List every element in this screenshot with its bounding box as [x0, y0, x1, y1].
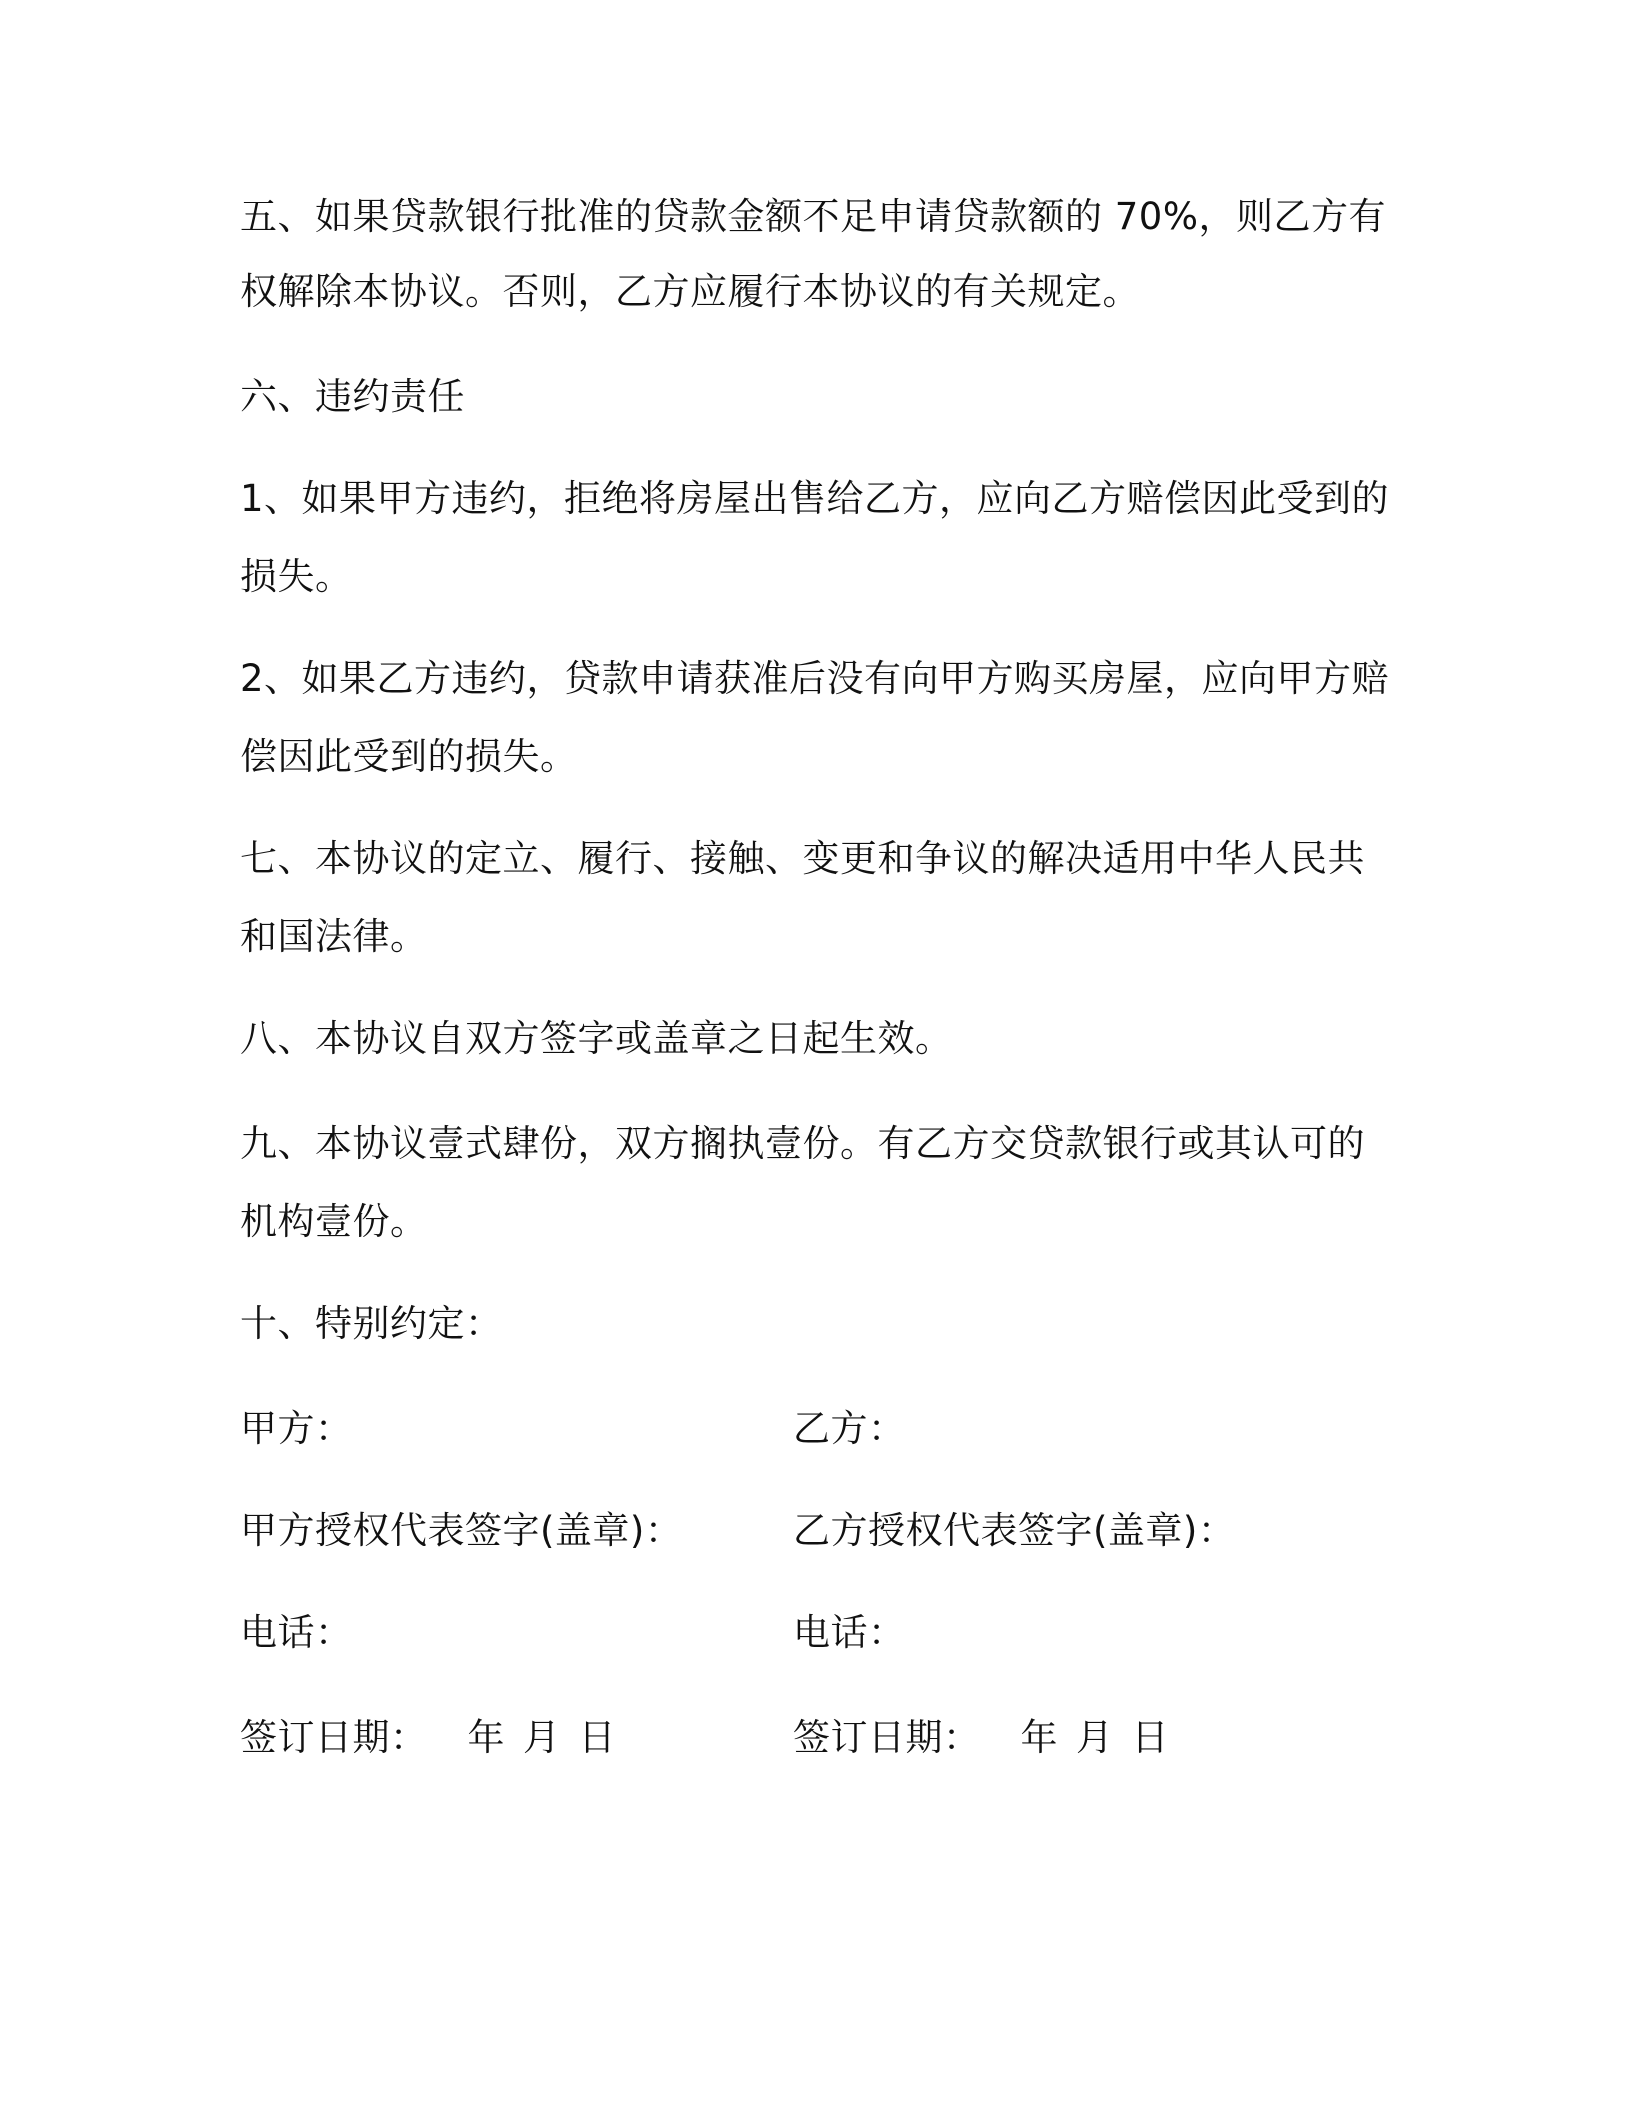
- party-b-label: 乙方：: [793, 1407, 906, 1450]
- clause-5-line-2: 权解除本协议。否则，乙方应履行本协议的有关规定。: [240, 270, 1140, 313]
- clause-6-2-line-2: 偿因此受到的损失。: [240, 735, 578, 778]
- party-b-date-month: 月: [1076, 1716, 1114, 1759]
- party-b-sign-date: [793, 1716, 1169, 1760]
- party-a-rep-signature: 甲方授权代表签字(盖章)：: [240, 1509, 683, 1552]
- party-a-sign-date: [240, 1716, 616, 1760]
- party-a-date-day: 日: [578, 1716, 616, 1759]
- clause-9-line-2: 机构壹份。: [240, 1200, 428, 1243]
- clause-9-line-1: 九、本协议壹式肆份，双方搁执壹份。有乙方交贷款银行或其认可的: [240, 1122, 1365, 1165]
- party-b-rep-signature: 乙方授权代表签字(盖章)：: [793, 1509, 1236, 1552]
- clause-6-2-line-1: 2、如果乙方违约，贷款申请获准后没有向甲方购买房屋，应向甲方赔: [240, 657, 1390, 700]
- clause-6-1-line-2: 损失。: [240, 555, 353, 598]
- clause-6-title: 六、违约责任: [240, 375, 465, 418]
- party-b-phone: 电话：: [793, 1611, 906, 1654]
- party-a-date-label: 签订日期：: [240, 1716, 428, 1759]
- party-a-date-year: 年: [467, 1716, 505, 1759]
- clause-8: 八、本协议自双方签字或盖章之日起生效。: [240, 1017, 953, 1060]
- clause-7-line-1: 七、本协议的定立、履行、接触、变更和争议的解决适用中华人民共: [240, 837, 1365, 880]
- clause-7-line-2: 和国法律。: [240, 915, 428, 958]
- party-a-label: 甲方：: [240, 1407, 353, 1450]
- clause-6-1-line-1: 1、如果甲方违约，拒绝将房屋出售给乙方，应向乙方赔偿因此受到的: [240, 477, 1390, 520]
- party-b-date-day: 日: [1131, 1716, 1169, 1759]
- party-a-phone: 电话：: [240, 1611, 353, 1654]
- party-a-date-month: 月: [523, 1716, 561, 1759]
- party-b-date-year: 年: [1020, 1716, 1058, 1759]
- party-b-date-label: 签订日期：: [793, 1716, 981, 1759]
- clause-10: 十、特别约定：: [240, 1302, 503, 1345]
- clause-5-line-1: 五、如果贷款银行批准的贷款金额不足申请贷款额的 70%，则乙方有: [240, 195, 1386, 238]
